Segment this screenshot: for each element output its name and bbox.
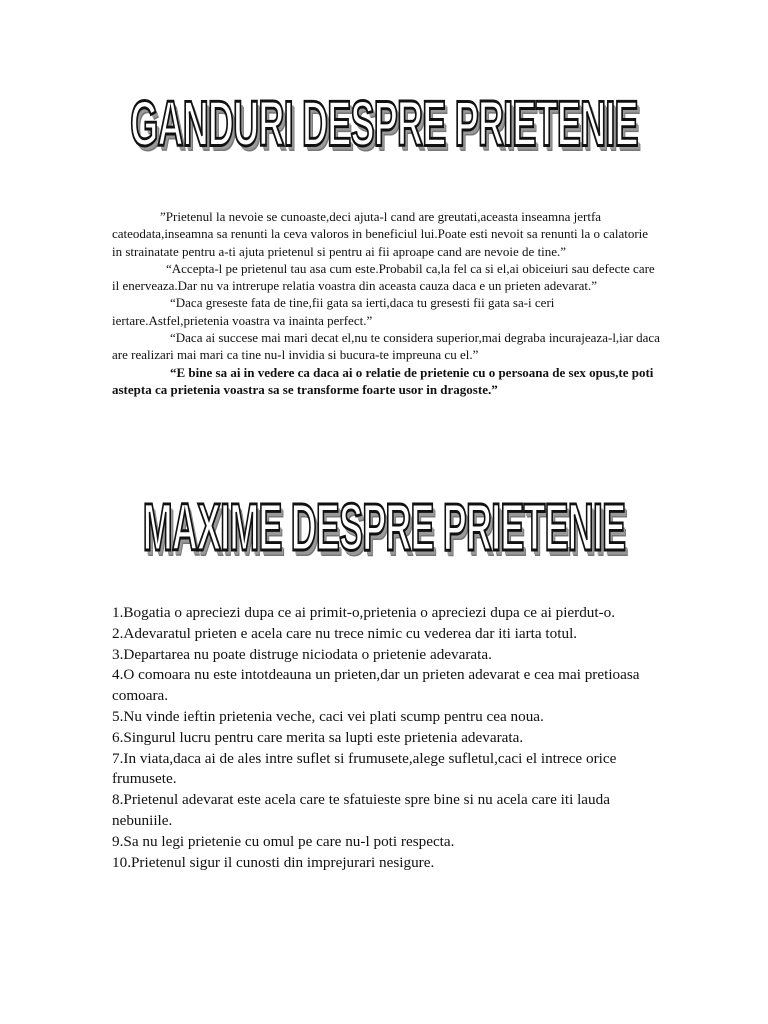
maxim-7: 7.In viata,daca ai de ales intre suflet si frumusete,alege sufletul,caci el intrece orice frumusete. — [112, 749, 617, 788]
wordart-title-maxims: MAXIME DESPRE PRIETENIE — [142, 489, 626, 565]
maxim-2: 2.Adevaratul prieten e acela care nu trece nimic cu vederea dar iti iarta totul. — [112, 624, 578, 642]
thoughts-section — [112, 208, 660, 398]
maxim-1: 1.Bogatia o apreciezi dupa ce ai primit-o,prietenia o apreciezi dupa ce ai pierdut-o. — [112, 604, 616, 621]
thought-paragraph-5: “E bine sa ai in vedere ca daca ai o relatie de prietenie cu o persoana de sex opus,te poti astepta ca prietenia voastra sa se transforme foarte usor in dragoste.” — [112, 364, 654, 397]
maxim-8: 8.Prietenul adevarat este acela care te sfatuieste spre bine si nu acela care iti lauda nebuniile. — [112, 791, 610, 829]
thought-paragraph-2: “Accepta-l pe prietenul tau asa cum este.Probabil ca,la fel ca si el,ai obiceiuri sau defecte care il enerveaza.Dar nu va intrerupe relatia voastra din aceasta cauza daca e un prieten adevarat.” — [112, 260, 655, 294]
maxims-list — [112, 603, 660, 873]
maxim-10: 10.Prietenul sigur il cunosti din imprejurari nesigure. — [112, 853, 435, 871]
thought-paragraph-3: “Daca greseste fata de tine,fii gata sa ierti,daca tu gresesti fii gata sa-i ceri iertare.Astfel,prietenia voastra va inainta perfect.” — [112, 295, 555, 328]
maxim-4: 4.O comoara nu este intotdeauna un prieten,dar un prieten adevarat e cea mai pretioasa comoara. — [112, 666, 640, 705]
maxim-9: 9.Sa nu legi prietenie cu omul pe care nu-l poti respecta. — [112, 832, 455, 850]
maxim-5: 5.Nu vinde ieftin prietenia veche, caci vei plati scump pentru cea noua. — [112, 707, 544, 725]
thought-paragraph-1: ”Prietenul la nevoie se cunoaste,deci ajuta-l cand are greutati,aceasta inseamna jertfa cateodata,inseamna sa renunti la ceva valoros in beneficiul lui.Poate esti nevoit sa renunti la o calatorie in strainatate pentru a-ti ajuta prietenul si pentru ai fii aproape cand are nevoie de tine.” — [112, 209, 649, 259]
thought-paragraph-4: “Daca ai succese mai mari decat el,nu te considera superior,mai degraba incurajeaza-l,iar daca are realizari mai mari ca tine nu-l invidia si bucura-te impreuna cu el.” — [112, 330, 660, 363]
maxim-6: 6.Singurul lucru pentru care merita sa lupti este prietenia adevarata. — [112, 728, 524, 746]
wordart-title-thoughts: GANDURI DESPRE PRIETENIE — [130, 88, 638, 160]
maxim-3: 3.Departarea nu poate distruge niciodata o prietenie adevarata. — [112, 645, 492, 663]
